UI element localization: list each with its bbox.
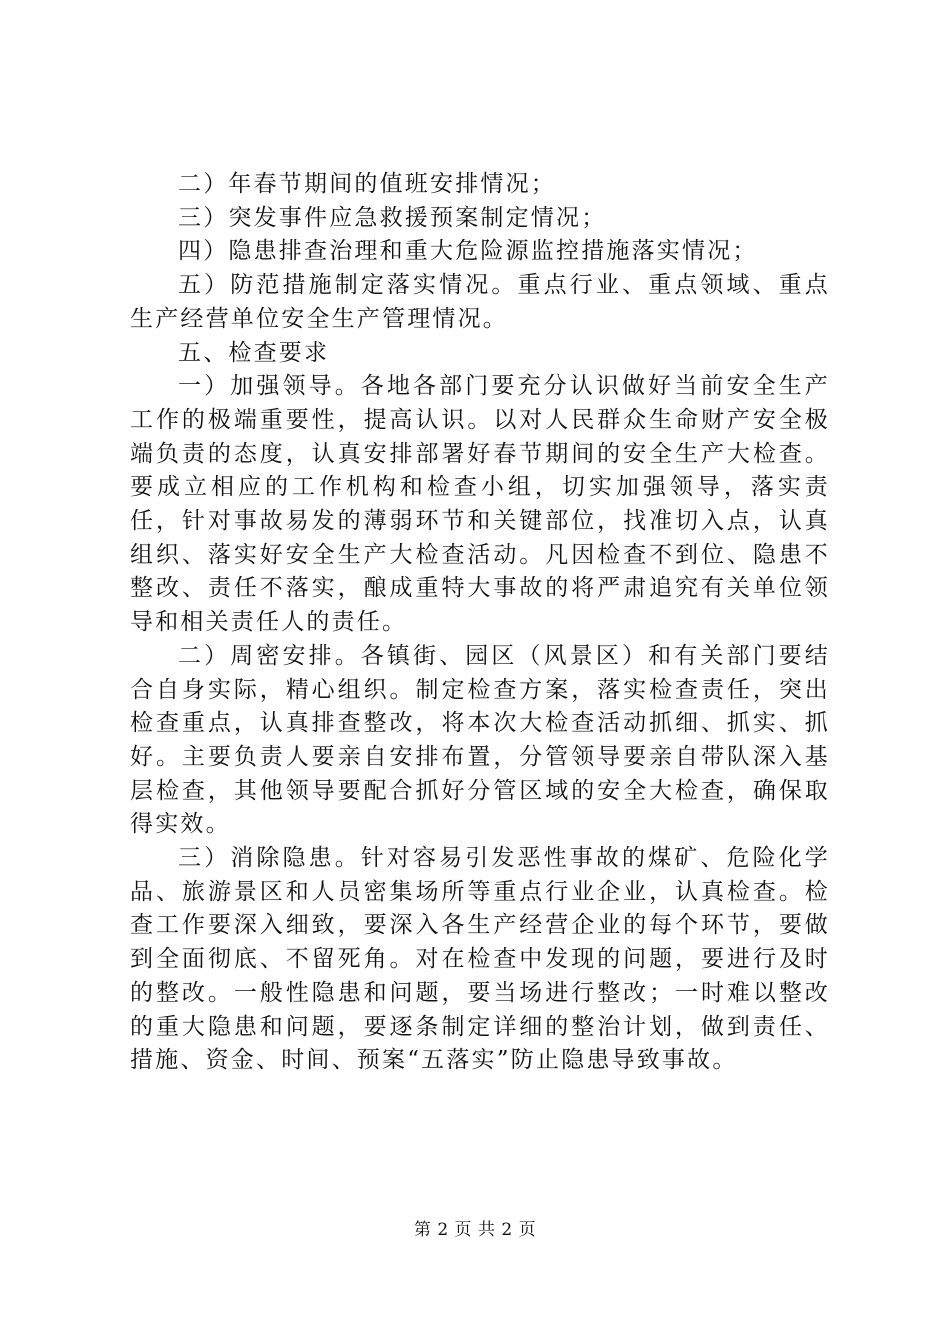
paragraph-emergency-plan: 三）突发事件应急救援预案制定情况； [178, 204, 607, 231]
paragraph-hazard-control: 四）隐患排查治理和重大危险源监控措施落实情况； [178, 238, 758, 265]
paragraph-strengthen-leadership: 一）加强领导。各地各部门要充分认识做好当前安全生产工作的极端重要性，提高认识。以对人民群众生命财产安全极端负责的态度，认真安排部署好春节期间的安全生产大检查。要成立相应的工作机构和检查小组，切实加强领导，落实责任，针对事故易发的薄弱环节和关键部位，找准切入点，认真组织、落实好安全生产大检查活动。凡因检查不到位、隐患不整改、责任不落实，酿成重特大事故的将严肃追究有关单位领导和相关责任人的责任。 [130, 373, 830, 636]
paragraph-duty-arrangement: 二）年春节期间的值班安排情况； [178, 171, 556, 197]
paragraph-prevention-measures: 五）防范措施制定落实情况。重点行业、重点领域、重点生产经营单位安全生产管理情况。 [130, 272, 830, 332]
paragraph-eliminate-hazards: 三）消除隐患。针对容易引发恶性事故的煤矿、危险化学品、旅游景区和人员密集场所等重点行业企业，认真检查。检查工作要深入细致，要深入各生产经营企业的每个环节，要做到全面彻底、不留死角。对在检查中发现的问题，要进行及时的整改。一般性隐患和问题，要当场进行整改；一时难以整改的重大隐患和问题，要逐条制定详细的整治计划，做到责任、措施、资金、时间、预案“五落实”防止隐患导致事故。 [130, 845, 830, 1074]
document-body [130, 168, 830, 1078]
section-heading-inspection-requirements: 五、检查要求 [178, 339, 330, 366]
page-number-footer: 第 2 页 共 2 页 [413, 1220, 537, 1240]
paragraph-careful-arrangement: 二）周密安排。各镇街、园区（风景区）和有关部门要结合自身实际，精心组织。制定检查方案，落实检查责任，突出检查重点，认真排查整改，将本次大检查活动抓细、抓实、抓好。主要负责人要亲自安排布置，分管领导要亲自带队深入基层检查，其他领导要配合抓好分管区域的安全大检查，确保取得实效。 [130, 642, 830, 838]
